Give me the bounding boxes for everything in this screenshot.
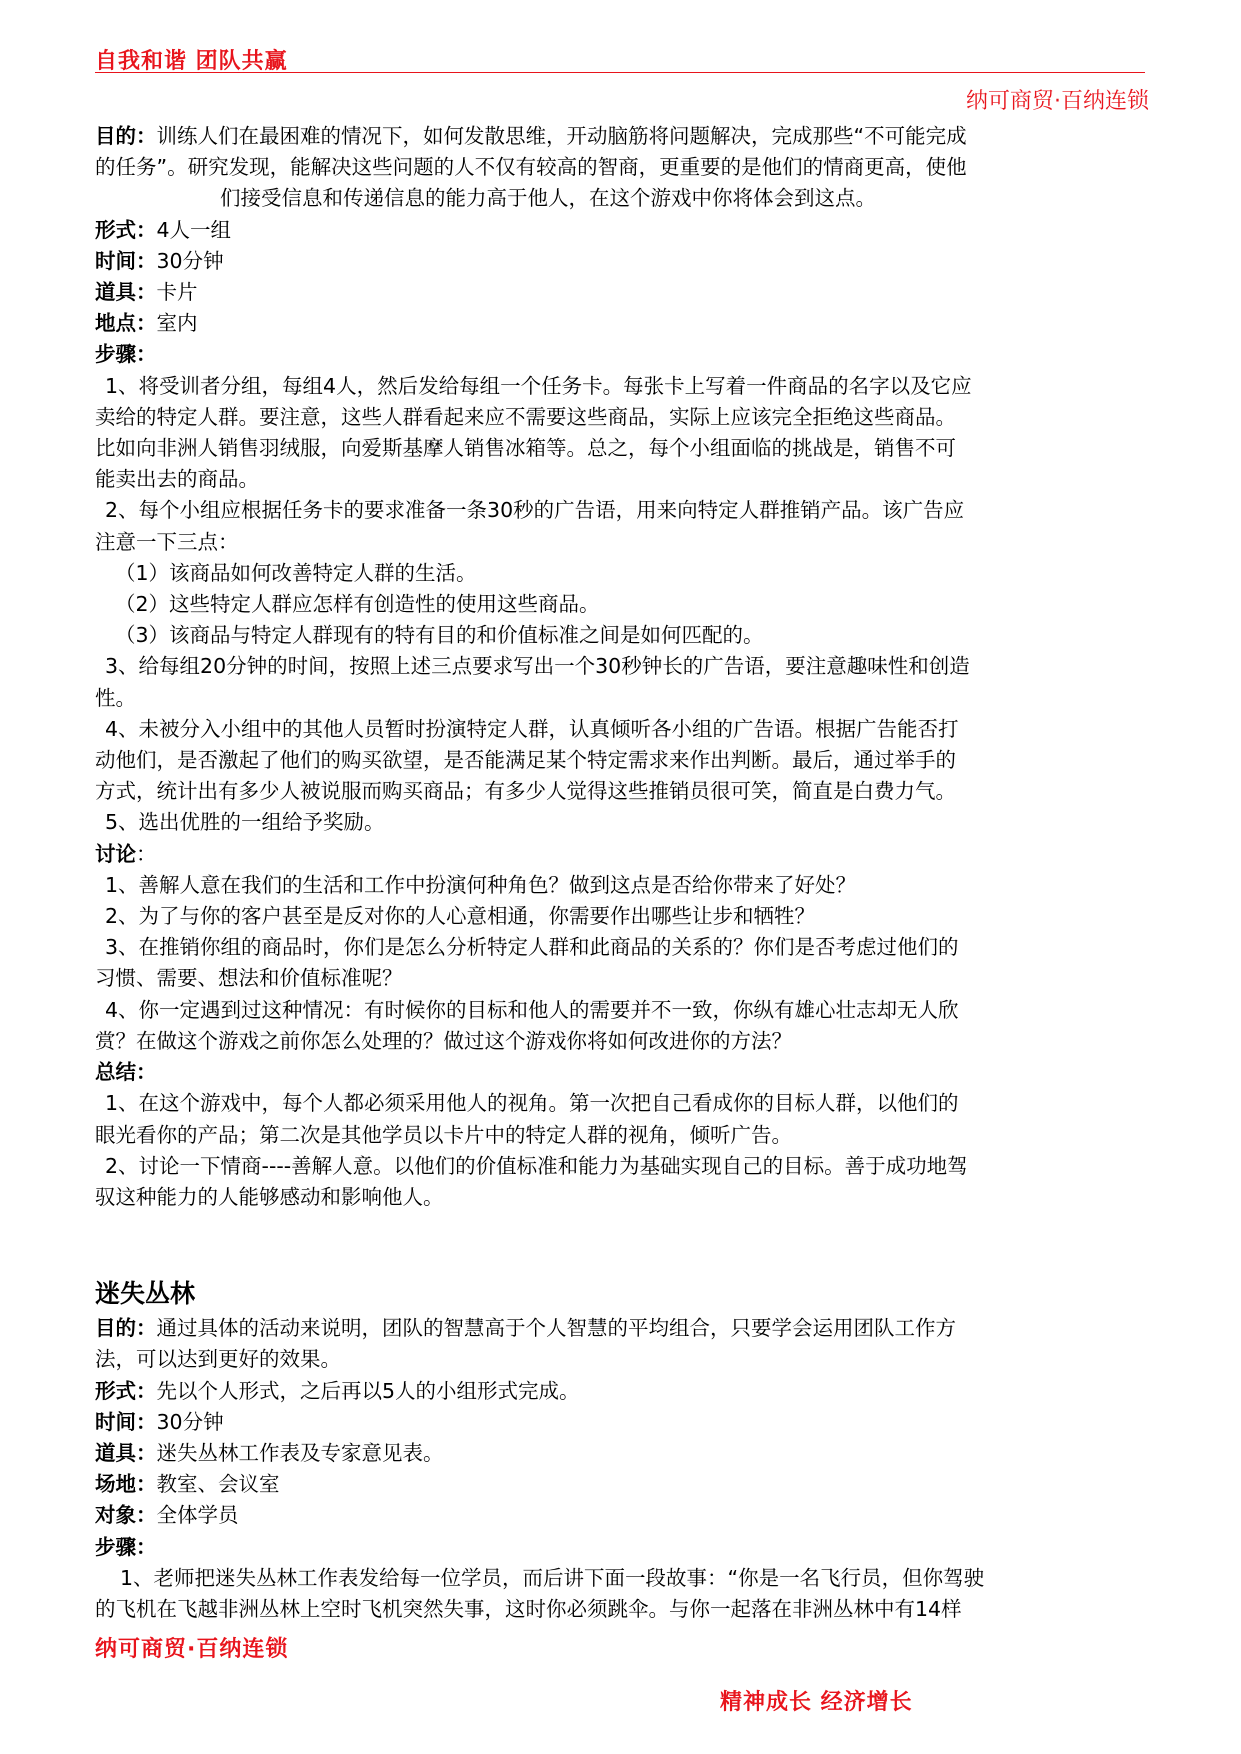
footer-brand: 纳可商贸·百纳连锁 xyxy=(95,1637,289,1662)
g1-step-line: 能卖出去的商品。 xyxy=(95,467,259,492)
g1-step-subitem: （2）这些特定人群应怎样有创造性的使用这些商品。 xyxy=(115,592,600,617)
g2-time-label: 时间： xyxy=(95,1409,157,1434)
g1-steps-label: 步骤： xyxy=(95,342,157,367)
g1-discussion-colon: ： xyxy=(136,841,157,866)
g1-discussion-line: 3、在推销你组的商品时，你们是怎么分析特定人群和此商品的关系的？你们是否考虑过他们的 xyxy=(105,935,959,960)
g2-title: 迷失丛林 xyxy=(95,1279,196,1309)
g1-step-line: 性。 xyxy=(95,685,136,710)
g2-time-value: 30分钟 xyxy=(156,1409,224,1434)
g1-place-label: 地点： xyxy=(95,311,157,336)
g1-step-line: 注意一下三点： xyxy=(95,529,239,554)
g1-step-line: 比如向非洲人销售羽绒服，向爱斯基摩人销售冰箱等。总之，每个小组面临的挑战是，销售不可 xyxy=(95,436,956,461)
g2-step-line: 1、老师把迷失丛林工作表发给每一位学员，而后讲下面一段故事：“你是一名飞行员，但你驾驶 xyxy=(120,1565,985,1590)
header-slogan: 自我和谐 团队共赢 xyxy=(95,49,288,74)
g1-props-value: 卡片 xyxy=(156,280,198,305)
document-body xyxy=(95,121,1150,1625)
g1-discussion-line: 4、你一定遇到过这种情况：有时候你的目标和他人的需要并不一致，你纵有雄心壮志却无人欣 xyxy=(105,997,959,1022)
g1-purpose-line1: 训练人们在最困难的情况下，如何发散思维，开动脑筋将问题解决，完成那些“不可能完成 xyxy=(156,124,967,148)
header-divider xyxy=(95,72,1145,73)
g2-time xyxy=(95,1407,1150,1438)
g2-purpose-line2: 法，可以达到更好的效果。 xyxy=(95,1347,341,1372)
g1-discussion-line: 习惯、需要、想法和价值标准呢？ xyxy=(95,966,403,991)
g1-purpose-line2: 的任务”。研究发现，能解决这些问题的人不仅有较高的智商，更重要的是他们的情商更高，使他 xyxy=(95,155,967,180)
g1-props-label: 道具： xyxy=(95,280,157,305)
g2-props-label: 道具： xyxy=(95,1440,157,1465)
g1-time-value: 30分钟 xyxy=(156,248,224,273)
section-spacer xyxy=(95,1213,1150,1275)
g1-summary-line: 眼光看你的产品；第二次是其他学员以卡片中的特定人群的视角，倾听广告。 xyxy=(95,1122,792,1147)
g2-form-label: 形式： xyxy=(95,1378,157,1403)
g1-step-line: 3、给每组20分钟的时间，按照上述三点要求写出一个30秒钟长的广告语，要注意趣味性和创造 xyxy=(105,654,970,679)
g1-step-line: 4、未被分入小组中的其他人员暂时扮演特定人群，认真倾听各小组的广告语。根据广告能否打 xyxy=(105,716,959,741)
g2-purpose xyxy=(95,1313,1150,1344)
g1-step-subitem: （1）该商品如何改善特定人群的生活。 xyxy=(115,560,477,585)
g2-venue-label: 场地： xyxy=(95,1472,157,1497)
g2-audience xyxy=(95,1500,1150,1531)
g1-step-subitem: （3）该商品与特定人群现有的特有目的和价值标准之间是如何匹配的。 xyxy=(115,623,764,648)
g2-audience-value: 全体学员 xyxy=(156,1503,239,1528)
g1-form-value: 4人一组 xyxy=(156,217,232,242)
g1-place-value: 室内 xyxy=(156,311,198,336)
g1-step-line: 卖给的特定人群。要注意，这些人群看起来应不需要这些商品，实际上应该完全拒绝这些商品。 xyxy=(95,404,956,429)
g1-summary-line: 驭这种能力的人能够感动和影响他人。 xyxy=(95,1184,444,1209)
g1-discussion-heading xyxy=(95,839,1150,870)
g2-form-value: 先以个人形式，之后再以5人的小组形式完成。 xyxy=(156,1378,580,1403)
g1-place xyxy=(95,308,1150,339)
g2-props-value: 迷失丛林工作表及专家意见表。 xyxy=(156,1440,444,1465)
g1-discussion-line: 赏？在做这个游戏之前你怎么处理的？做过这个游戏你将如何改进你的方法？ xyxy=(95,1028,792,1053)
g1-time-label: 时间： xyxy=(95,248,157,273)
g1-form xyxy=(95,215,1150,246)
g1-purpose-line3: 们接受信息和传递信息的能力高于他人，在这个游戏中你将体会到这点。 xyxy=(220,186,876,211)
header-brand: 纳可商贸·百纳连锁 xyxy=(966,89,1149,114)
g1-step-line: 2、每个小组应根据任务卡的要求准备一条30秒的广告语，用来向特定人群推销产品。该广告应 xyxy=(105,498,965,523)
g2-venue xyxy=(95,1469,1150,1500)
g2-form xyxy=(95,1376,1150,1407)
g1-step-line: 1、将受训者分组，每组4人，然后发给每组一个任务卡。每张卡上写着一件商品的名字以及它应 xyxy=(105,373,972,398)
g2-steps-label: 步骤： xyxy=(95,1534,157,1559)
g2-purpose-label: 目的： xyxy=(95,1316,157,1341)
footer-slogan: 精神成长 经济增长 xyxy=(720,1690,913,1715)
g1-purpose xyxy=(95,121,1150,152)
g1-form-label: 形式： xyxy=(95,217,157,242)
g1-discussion-label: 讨论 xyxy=(95,841,136,866)
g2-props xyxy=(95,1438,1150,1469)
g1-step-line: 5、选出优胜的一组给予奖励。 xyxy=(105,810,385,835)
g1-summary-line: 1、在这个游戏中，每个人都必须采用他人的视角。第一次把自己看成你的目标人群，以他们的 xyxy=(105,1091,959,1116)
g1-discussion-line: 2、为了与你的客户甚至是反对你的人心意相通，你需要作出哪些让步和牺牲？ xyxy=(105,904,816,929)
g2-venue-value: 教室、会议室 xyxy=(156,1472,280,1497)
g1-discussion-line: 1、善解人意在我们的生活和工作中扮演何种角色？做到这点是否给你带来了好处？ xyxy=(105,872,857,897)
g1-props xyxy=(95,277,1150,308)
g1-summary-label: 总结： xyxy=(95,1060,157,1085)
g2-audience-label: 对象： xyxy=(95,1503,157,1528)
g1-time xyxy=(95,246,1150,277)
g2-step-line: 的飞机在飞越非洲丛林上空时飞机突然失事，这时你必须跳伞。与你一起落在非洲丛林中有14样 xyxy=(95,1596,962,1621)
g1-purpose-label: 目的： xyxy=(95,124,157,148)
g1-summary-line: 2、讨论一下情商----善解人意。以他们的价值标准和能力为基础实现自己的目标。善于成功地驾 xyxy=(105,1153,968,1178)
g2-purpose-line1: 通过具体的活动来说明，团队的智慧高于个人智慧的平均组合，只要学会运用团队工作方 xyxy=(156,1316,956,1341)
g1-step-line: 方式，统计出有多少人被说服而购买商品；有多少人觉得这些推销员很可笑，简直是白费力气。 xyxy=(95,779,956,804)
g1-step-line: 动他们，是否激起了他们的购买欲望，是否能满足某个特定需求来作出判断。最后，通过举手的 xyxy=(95,748,956,773)
